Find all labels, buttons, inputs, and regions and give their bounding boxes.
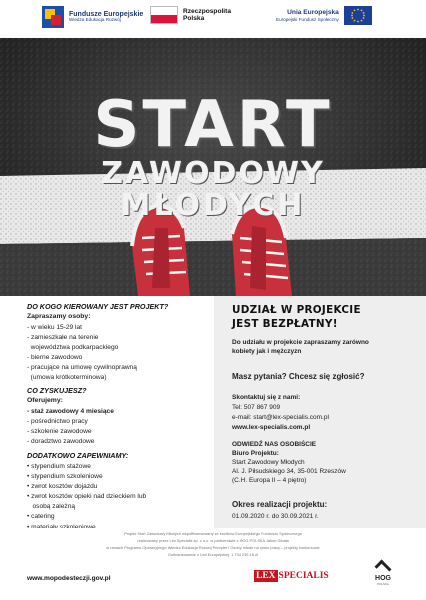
ue-logo-title: Unia Europejska <box>287 9 339 17</box>
lex-logo-box: LEX <box>256 571 276 581</box>
questions-heading: Masz pytania? Chcesz się zgłosić? <box>232 372 365 381</box>
office-name: Start Zawodowy Młodych <box>232 459 305 466</box>
rp-logo-line2: Polska <box>183 15 205 22</box>
hog-polska-logo <box>372 560 394 586</box>
list-item: (umowa krótkoterminowa) <box>30 374 107 382</box>
footer-url-link[interactable]: www.mopodesteczji.gov.pl <box>27 575 111 582</box>
free-participation-line1: UDZIAŁ W PROJEKCIE <box>232 304 361 316</box>
hero-photo <box>0 38 426 296</box>
benefits-heading: CO ZYSKUJESZ? <box>27 386 87 395</box>
invite-line1: Do udziału w projekcie zapraszamy zarówno <box>232 339 369 346</box>
hog-roof-icon <box>375 560 392 577</box>
contact-website[interactable]: www.lex-specialis.com.pl <box>232 424 311 431</box>
list-item: • stypendium szkoleniowe <box>27 473 103 481</box>
eu-flag-icon <box>344 6 372 25</box>
contact-column <box>214 296 426 558</box>
contact-email[interactable]: e-mail: start@lex-specialis.com.pl <box>232 414 329 421</box>
list-item: osobą zależną <box>32 503 76 511</box>
hero-subtitle-2: MŁODYCH <box>120 188 306 223</box>
fe-logo-subtitle: Wiedza Edukacja Rozwój <box>69 17 121 23</box>
benefits-list <box>27 407 114 447</box>
rzeczpospolita-polska-logo <box>150 6 231 24</box>
list-item: • stypendium stażowe <box>27 463 91 470</box>
lex-specialis-logo <box>254 570 329 582</box>
footer-note-1: Projekt Start Zawodowy Młodych współfinansowany ze środków Europejskiego Funduszu Społecznego <box>124 531 302 536</box>
project-period-dates: 01.09.2020 r. do 30.09.2021 r. <box>232 513 319 520</box>
target-group-intro: Zapraszamy osoby: <box>27 313 91 320</box>
lex-logo-text: SPECIALIS <box>278 571 329 581</box>
list-item: - doradztwo zawodowe <box>27 438 95 446</box>
fundusze-europejskie-icon <box>42 6 64 28</box>
footer <box>0 528 426 600</box>
hero-subtitle-1: ZAWODOWY <box>101 156 325 191</box>
list-item: - zamieszkałe na terenie <box>27 334 99 342</box>
invite-line2: kobiety jak i mężczyzn <box>232 348 302 355</box>
eligibility-column <box>0 296 214 558</box>
hero-title: START <box>93 88 333 162</box>
list-item: • zwrot kosztów opieki nad dzieckiem lub <box>27 493 147 501</box>
polish-flag-icon <box>150 6 178 24</box>
list-item: • catering <box>27 513 55 521</box>
contact-heading: Skontaktuj się z nami: <box>232 394 301 401</box>
fundusze-europejskie-logo <box>42 6 143 28</box>
target-group-list <box>27 323 137 384</box>
target-group-heading: DO KOGO KIEROWANY JEST PROJEKT? <box>27 302 169 311</box>
list-item: - bierne zawodowo <box>27 354 83 362</box>
ue-logo-subtitle: Europejski Fundusz Społeczny <box>276 16 339 22</box>
benefits-intro: Oferujemy: <box>27 397 63 404</box>
hog-logo-subtext: POLSKA <box>376 582 389 586</box>
footer-note-3: w ramach Programu Operacyjnego Wiedza Edukacja Rozwój Priorytet I Osoby młode na rynku pracy – projekty konkursowe <box>106 545 320 550</box>
fe-logo-title: Fundusze Europejskie <box>69 10 144 18</box>
visit-heading: ODWIEDŹ NAS OSOBIŚCIE <box>232 441 317 448</box>
extras-heading: DODATKOWO ZAPEWNIAMY: <box>27 451 129 460</box>
unia-europejska-logo <box>276 6 372 25</box>
logo-header <box>0 0 426 38</box>
list-item: • zwrot kosztów dojazdu <box>27 483 98 491</box>
rp-logo-line1: Rzeczpospolita <box>183 7 231 15</box>
list-item: - pracujące na umowę cywilnoprawną <box>27 364 137 372</box>
list-item: - staż zawodowy 4 miesiące <box>27 408 114 415</box>
office-heading: Biuro Projektu: <box>232 450 279 457</box>
list-item: - szkolenie zawodowe <box>27 428 92 436</box>
footer-note-4: Dofinansowanie z Unii Europejskiej: 1 734 239,16 zł <box>168 552 258 557</box>
office-address: Al. J. Piłsudskiego 34, 35-001 Rzeszów <box>232 468 346 475</box>
footer-note-2: realizowany przez Lex Specialis sp. z o.o. w partnerstwie z HOG POLSKA Jakub Gibała <box>137 538 289 543</box>
list-item: województwa podkarpackiego <box>30 344 119 352</box>
hog-logo-text: HOG <box>375 575 391 582</box>
project-period-heading: Okres realizacji projektu: <box>232 500 328 509</box>
list-item: - w wieku 15-29 lat <box>27 324 82 331</box>
free-participation-line2: JEST BEZPŁATNY! <box>232 318 338 330</box>
office-floor: (C.H. Europa II – 4 piętro) <box>232 477 307 484</box>
list-item: - pośrednictwo pracy <box>27 418 88 426</box>
extras-list <box>27 462 146 533</box>
contact-phone: Tel: 507 867 909 <box>232 404 281 411</box>
